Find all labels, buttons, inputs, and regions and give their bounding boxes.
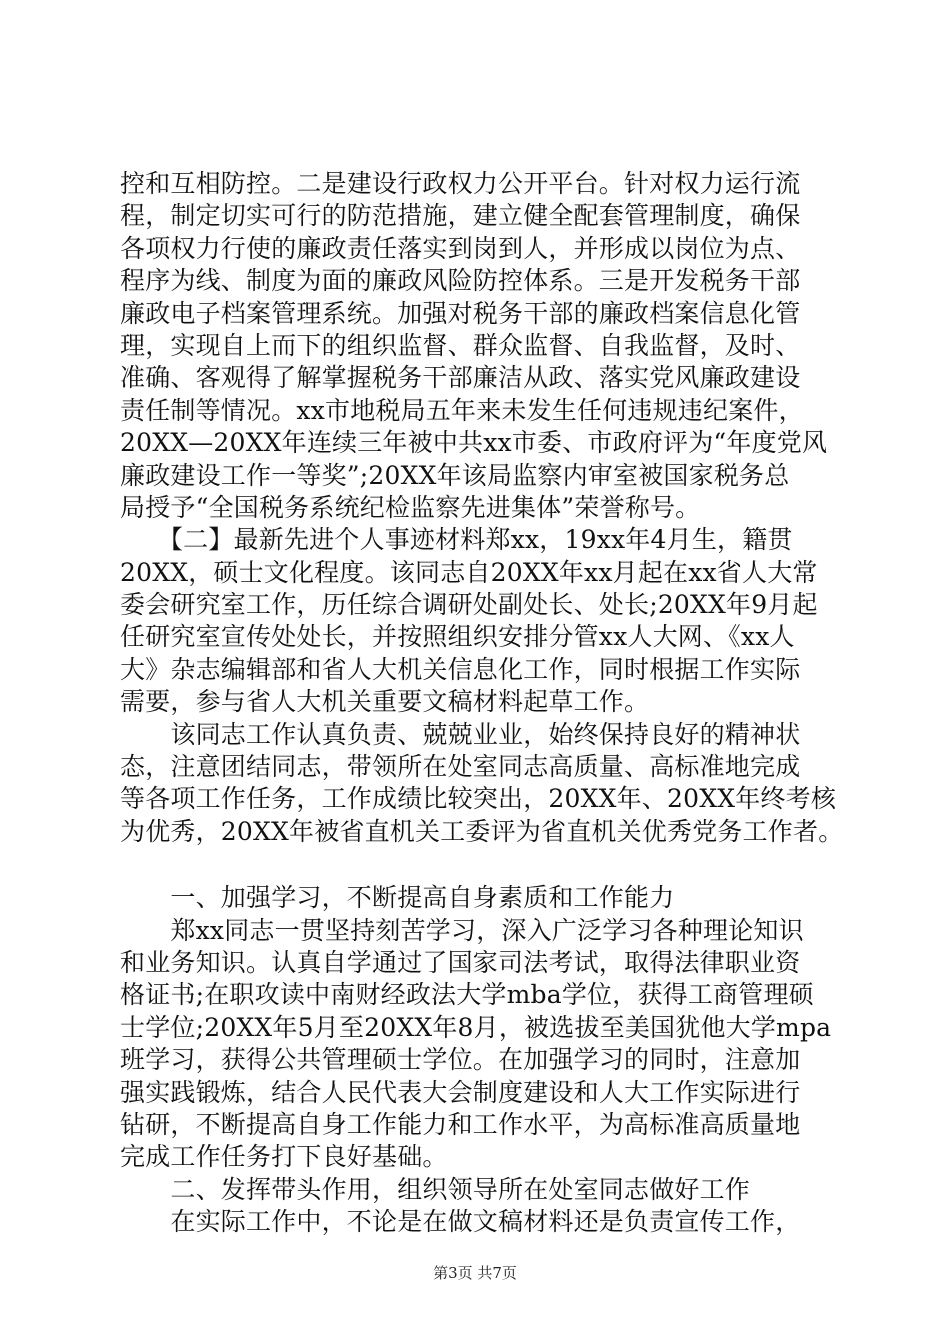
paragraph-gap [120, 848, 840, 882]
text-line: 郑xx同志一贯坚持刻苦学习，深入广泛学习各种理论知识 [120, 915, 804, 945]
text-line: 委会研究室工作，历任综合调研处副处长、处长;20XX年9月起 [120, 590, 818, 620]
text-line: 和业务知识。认真自学通过了国家司法考试，取得法律职业资 [120, 947, 801, 977]
text-line: 控和互相防控。二是建设行政权力公开平台。针对权力运行流 [120, 169, 801, 198]
text-line: 廉政电子档案管理系统。加强对税务干部的廉政档案信息化管 [120, 298, 801, 328]
text-line: 二、发挥带头作用，组织领导所在处室同志做好工作 [120, 1174, 751, 1204]
text-line: 钻研，不断提高自身工作能力和工作水平，为高标准高质量地 [120, 1109, 801, 1139]
text-line: 准确、客观得了解掌握税务干部廉洁从政、落实党风廉政建设 [120, 363, 801, 393]
text-line: 班学习，获得公共管理硕士学位。在加强学习的同时，注意加 [120, 1045, 801, 1075]
text-line: 廉政建设工作一等奖”;20XX年该局监察内审室被国家税务总 [120, 460, 790, 490]
body-section-2 [120, 882, 840, 1238]
text-line: 该同志工作认真负责、兢兢业业，始终保持良好的精神状 [120, 719, 801, 749]
text-line: 大》杂志编辑部和省人大机关信息化工作，同时根据工作实际 [120, 654, 801, 684]
text-line: 等各项工作任务，工作成绩比较突出，20XX年、20XX年终考核 [120, 784, 837, 814]
text-line: 强实践锻炼，结合人民代表大会制度建设和人大工作实际进行 [120, 1077, 801, 1107]
text-line: 局授予“全国税务系统纪检监察先进集体”荣誉称号。 [120, 492, 701, 522]
text-line: 士学位;20XX年5月至20XX年8月，被选拔至美国犹他大学mpa [120, 1012, 832, 1042]
body-section-1 [120, 168, 844, 848]
text-line: 为优秀，20XX年被省直机关工委评为省直机关优秀党务工作者。 [120, 816, 844, 846]
text-line: 在实际工作中，不论是在做文稿材料还是负责宣传工作， [120, 1207, 801, 1237]
text-line: 任研究室宣传处处长，并按照组织安排分管xx人大网、《xx人 [120, 622, 795, 652]
text-line: 各项权力行使的廉政责任落实到岗到人，并形成以岗位为点、 [120, 233, 801, 263]
text-line: 20XX，硕士文化程度。该同志自20XX年xx月起在xx省人大常 [120, 557, 818, 587]
text-line: 【二】最新先进个人事迹材料郑xx，19xx年4月生，籍贯 [120, 525, 793, 555]
text-line: 程，制定切实可行的防范措施，建立健全配套管理制度，确保 [120, 201, 801, 231]
text-line: 一、加强学习，不断提高自身素质和工作能力 [120, 883, 675, 913]
text-line: 格证书;在职攻读中南财经政法大学mba学位，获得工商管理硕 [120, 980, 814, 1010]
document-body [120, 168, 844, 1239]
text-line: 完成工作任务打下良好基础。 [120, 1142, 448, 1172]
text-line: 理，实现自上而下的组织监督、群众监督、自我监督，及时、 [120, 330, 801, 360]
text-line: 程序为线、制度为面的廉政风险防控体系。三是开发税务干部 [120, 266, 801, 296]
text-line: 责任制等情况。xx市地税局五年来未发生任何违规违纪案件， [120, 395, 804, 425]
text-line: 态，注意团结同志，带领所在处室同志高质量、高标准地完成 [120, 752, 801, 782]
page-footer: 第3页 共7页 [433, 1264, 517, 1282]
text-line: 20XX—20XX年连续三年被中共xx市委、市政府评为“年度党风 [120, 428, 828, 458]
text-line: 需要，参与省人大机关重要文稿材料起草工作。 [120, 687, 650, 717]
